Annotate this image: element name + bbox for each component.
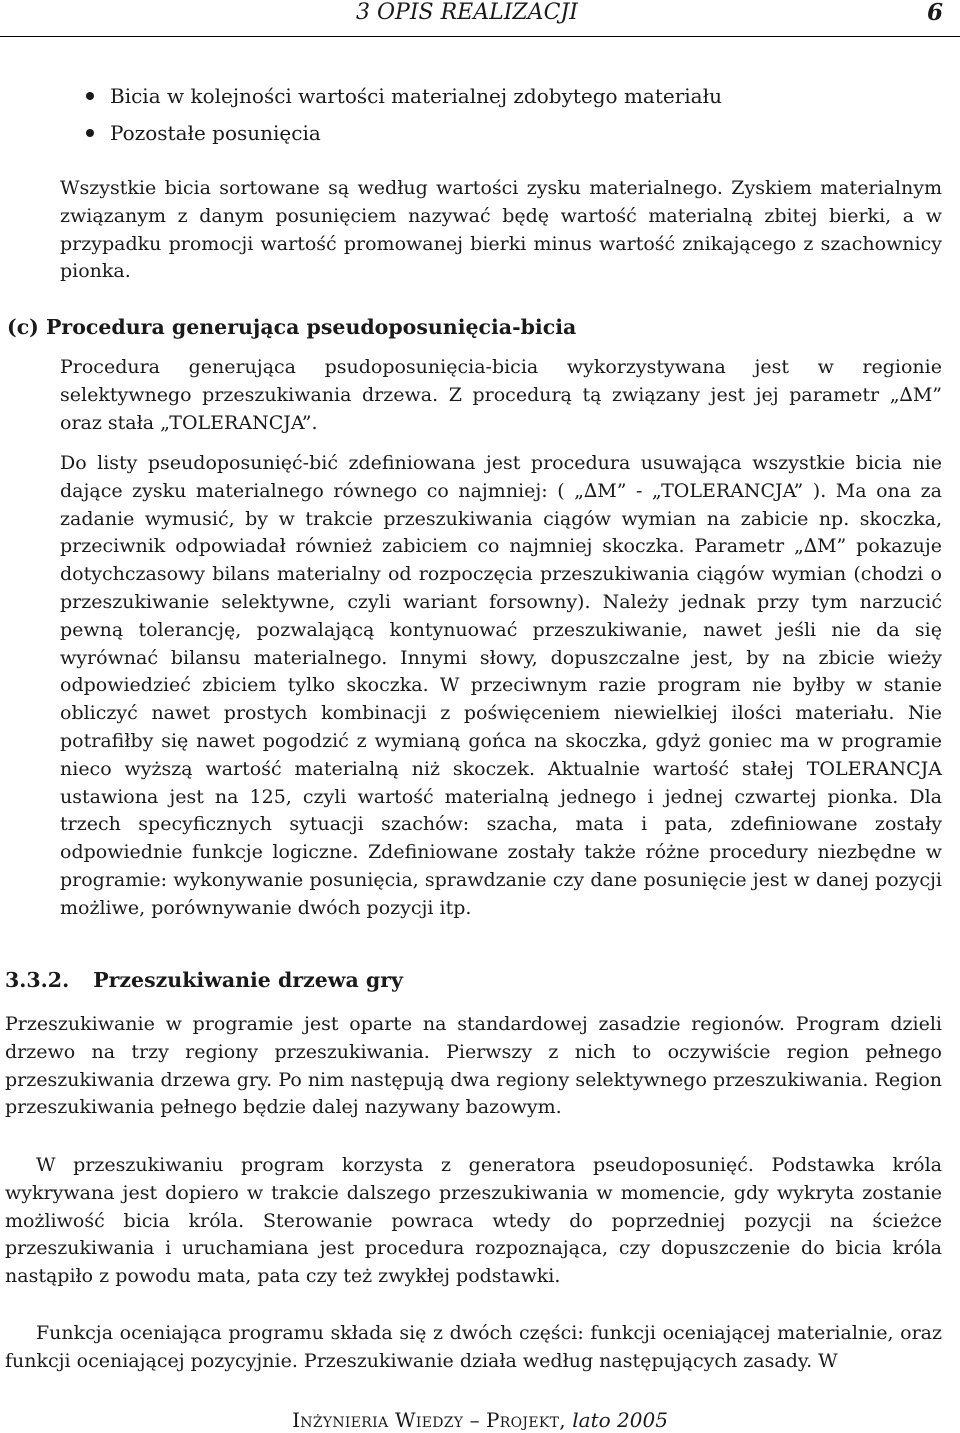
subsection-heading-c: (c) Procedura generująca pseudoposunięcia-bicia <box>7 315 577 339</box>
page-number: 6 <box>926 0 943 26</box>
page-footer <box>0 1408 960 1432</box>
footer-dash: – <box>463 1408 487 1432</box>
section-title: 3 OPIS REALIZACJI <box>356 0 578 25</box>
bullet-list <box>60 78 920 152</box>
list-item: Bicia w kolejności wartości materialnej zdobytego materiału <box>60 78 920 115</box>
paragraph-procedure-details: Do listy pseudoposunięć-bić zdefiniowana jest procedura usuwająca wszystkie bicia nie dające zysku materialnego równego co najmniej: ( „∆M” - „TOLERANCJA” ). Ma ona za zadanie wymusić, by w trakcie przeszukiwania ciągów wymian na zabicie np. skoczka, przeciwnik odpowiadał również zabiciem co najmniej skoczka. Parametr „∆M” pokazuje dotychczasowy bilans materialny od rozpoczęcia przeszukiwania ciągów wymian (chodzi o przeszukiwanie selektywne, czyli wariant forsowny). Należy jednak przy tym narzucić pewną tolerancję, pozwalającą kontynuować przeszukiwanie, nawet jeśli nie da się wyrównać bilansu materialnego. Innymi słowy, dopuszczalne jest, by na zbicie wieży odpowiedzieć zbiciem tylko skoczka. W przeciwnym razie program nie byłby w stanie obliczyć nawet prostych kombinacji z poświęceniem niewielkiej ilości materiału. Nie potrafiłby się nawet pogodzić z wymianą gońca na skoczka, gdyż goniec ma w programie nieco wyższą wartość materialną niż skoczek. Aktualnie wartość stałej TOLERANCJA ustawiona jest na 125, czyli wartość materialną jednego i jednej czwartej pionka. Dla trzech specyficznych sytuacji szachów: szacha, mata i pata, zdefiniowane zostały odpowiednie funkcje logiczne. Zdefiniowane zostały także różne procedury niezbędne w programie: wykonywanie posunięcia, sprawdzanie czy dane posunięcie jest w danej pozycji możliwe, porównywanie dwóch pozycji itp. <box>60 452 942 919</box>
section-title-text: Przeszukiwanie drzewa gry <box>93 968 403 992</box>
paragraph-search-generator: W przeszukiwaniu program korzysta z generatora pseudoposunięć. Podstawka króla wykrywana jest dopiero w trakcie dalszego przeszukiwania w momencie, gdy wykryta zostanie możliwość bicia króla. Sterowanie powraca wtedy do poprzedniej pozycji na ścieżce przeszukiwania i uruchamiana jest procedura rozpoznająca, czy dopuszczenie do bicia króla nastąpiło z powodu mata, pata czy też zwykłej podstawki. <box>5 1154 942 1288</box>
section-heading-3-3-2 <box>5 966 403 994</box>
paragraph-search-regions: Przeszukiwanie w programie jest oparte na standardowej zasadzie regionów. Program dzieli drzewo na trzy regiony przeszukiwania. Pierwszy z nich to oczywiście region pełnego przeszukiwania drzewa gry. Po nim następują dwa regiony selektywnego przeszukiwania. Region przeszukiwania pełnego będzie dalej nazywany bazowym. <box>5 1013 942 1119</box>
footer-term: lato 2005 <box>565 1408 668 1432</box>
footer-project: Projekt, <box>486 1408 566 1432</box>
list-item: Pozostałe posunięcia <box>60 115 920 152</box>
bullet-icon <box>86 129 94 137</box>
bullet-icon <box>86 92 94 100</box>
paragraph-sorting: Wszystkie bicia sortowane są według wartości zysku materialnego. Zyskiem materialnym związanym z danym posunięciem nazywać będę wartość materialną zbitej bierki, a w przypadku promocji wartość promowanej bierki minus wartość znikającego z szachownicy pionka. <box>60 177 942 283</box>
paragraph-evaluation: Funkcja oceniająca programu składa się z dwóch części: funkcji oceniającej materialnie, oraz funkcji oceniającej pozycyjnie. Przeszukiwanie działa według następujących zasady. W <box>5 1322 942 1372</box>
section-number: 3.3.2. <box>5 968 70 992</box>
running-header <box>0 0 960 37</box>
footer-journal: Inżynieria Wiedzy <box>292 1408 464 1432</box>
paragraph-procedure-intro: Procedura generująca psudoposunięcia-bicia wykorzystywana jest w regionie selektywnego przeszukiwania drzewa. Z procedurą tą związany jest jej parametr „∆M” oraz stała „TOLERANCJA”. <box>60 356 942 434</box>
